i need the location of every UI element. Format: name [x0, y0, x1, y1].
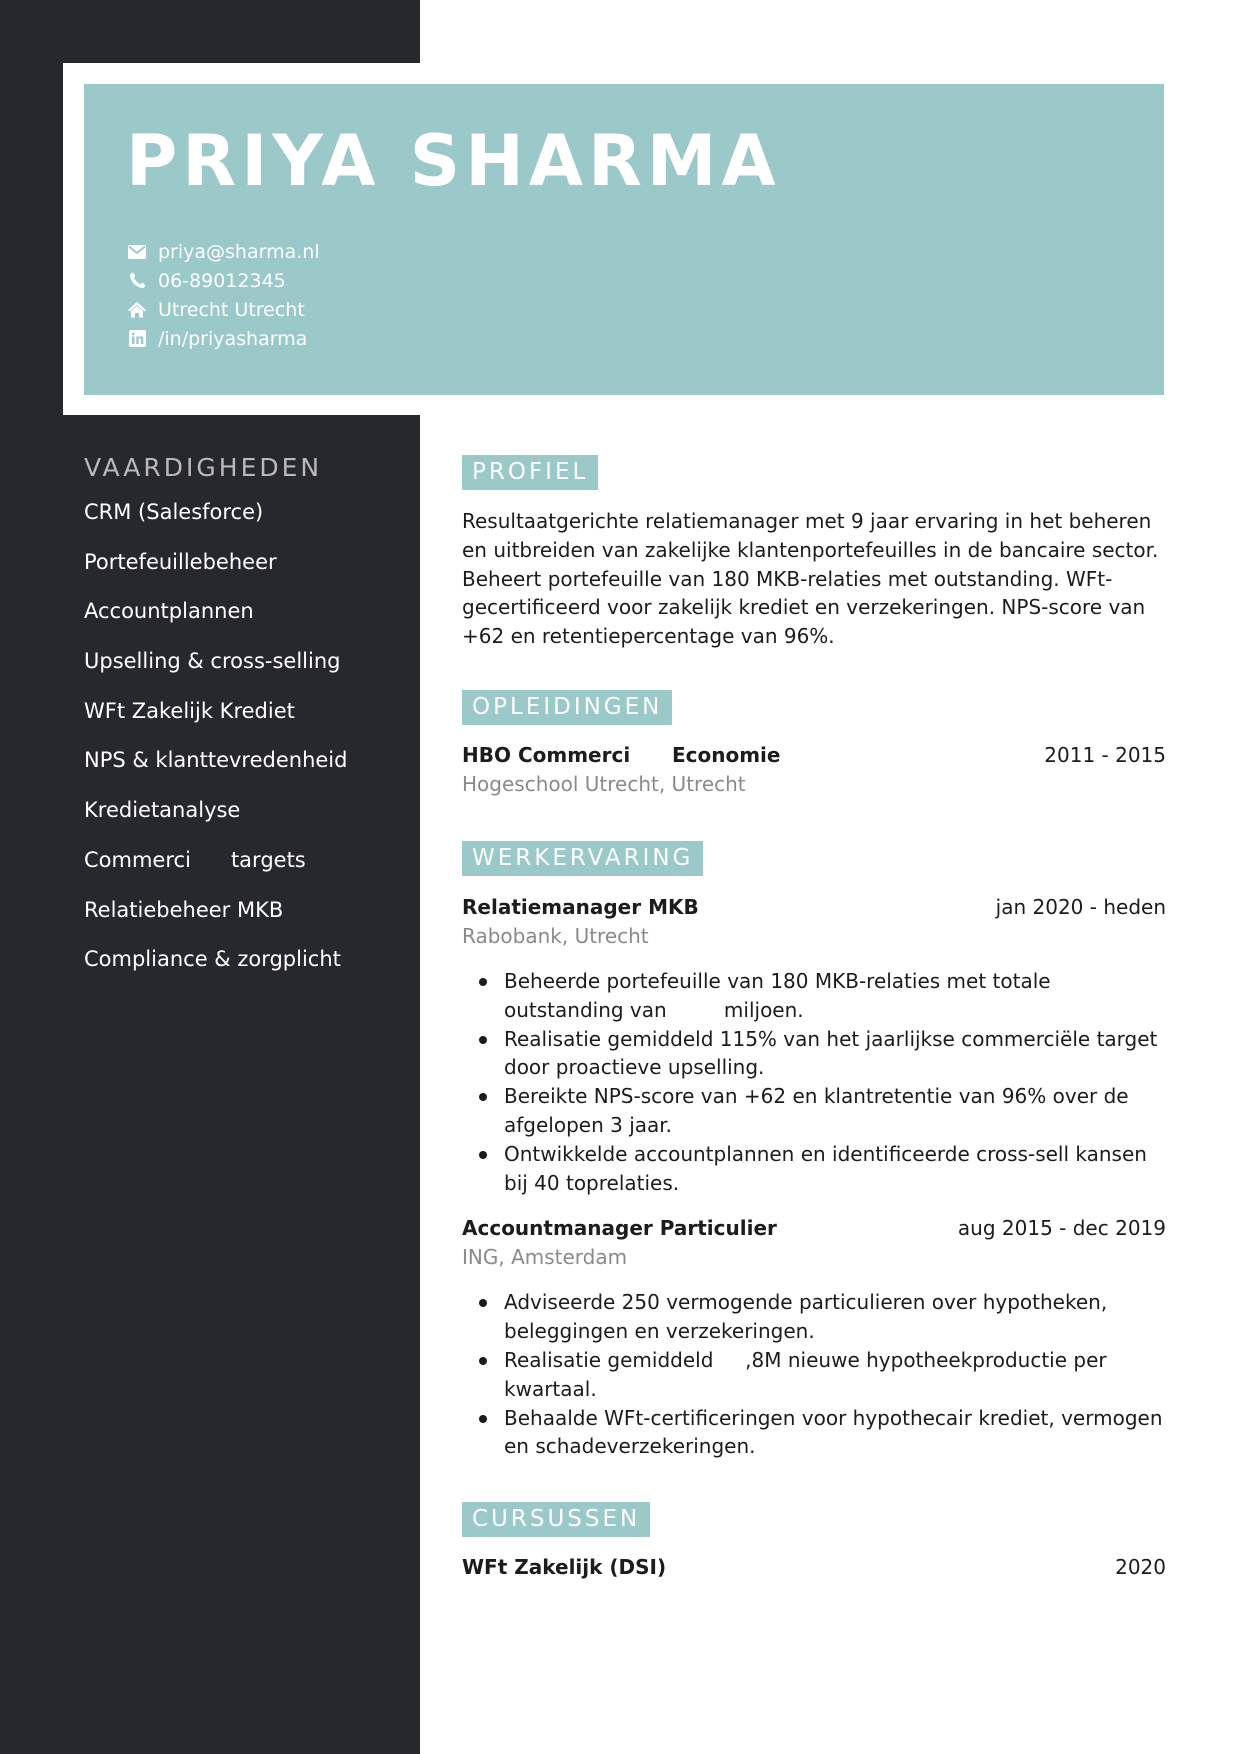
phone-icon [126, 271, 148, 291]
contact-list [126, 237, 320, 353]
contact-address [126, 295, 320, 324]
education-date: 2011 - 2015 [1044, 742, 1166, 767]
education-entry [462, 741, 1166, 799]
education-entry-header [462, 741, 1166, 770]
skills-title: VAARDIGHEDEN [84, 453, 323, 482]
course-entry [462, 1553, 1166, 1582]
skill-item: Commerci targets [84, 847, 306, 872]
contact-phone[interactable] [126, 266, 320, 295]
skill-item: Accountplannen [84, 599, 254, 624]
section-title-education: OPLEIDINGEN [462, 690, 672, 725]
skill-item: Kredietanalyse [84, 798, 241, 823]
work-bullets [462, 967, 1166, 1197]
skill-item: Compliance & zorgplicht [84, 947, 341, 972]
list-item: Beheerde portefeuille van 180 MKB-relaties met totale outstanding van miljoen. [462, 967, 1166, 1025]
work-role: Accountmanager Particulier [462, 1216, 777, 1241]
work-role: Relatiemanager MKB [462, 894, 699, 919]
main-content [462, 455, 1166, 1582]
skills-section [84, 455, 414, 997]
section-title-work: WERKERVARING [462, 841, 703, 876]
section-title-courses: CURSUSSEN [462, 1502, 650, 1537]
list-item: Realisatie gemiddeld ,8M nieuwe hypotheekproductie per kwartaal. [462, 1346, 1166, 1404]
work-section [462, 841, 1166, 1461]
course-name: WFt Zakelijk (DSI) [462, 1555, 667, 1580]
profile-section [462, 455, 1166, 651]
course-date: 2020 [1115, 1555, 1166, 1580]
linkedin-icon [126, 329, 148, 349]
work-company: ING, Amsterdam [462, 1245, 628, 1270]
education-degree: HBO Commerci Economie [462, 742, 781, 767]
section-title-profile: PROFIEL [462, 455, 598, 490]
education-school: Hogeschool Utrecht, Utrecht [462, 771, 746, 796]
profile-text: Resultaatgerichte relatiemanager met 9 jaar ervaring in het beheren en uitbreiden van zakelijke klantenportefeuilles in de bancaire sector. Beheert portefeuille van 180 MKB-relaties met outstanding. WFt-gecertificeerd voor zakelijk krediet en verzekeringen. NPS-score van +62 en retentiepercentage van 96%. [462, 509, 1159, 649]
work-date: aug 2015 - dec 2019 [957, 1216, 1166, 1241]
work-entry [462, 1214, 1166, 1461]
email-text: priya@sharma.nl [158, 240, 320, 263]
skill-item: Relatiebeheer MKB [84, 897, 284, 922]
courses-section [462, 1502, 1166, 1582]
list-item: Behaalde WFt-certificeringen voor hypothecair krediet, vermogen en schadeverzekeringen. [462, 1404, 1166, 1462]
work-company: Rabobank, Utrecht [462, 923, 649, 948]
candidate-name: PRIYA SHARMA [126, 120, 781, 202]
skill-item: Upselling & cross-selling [84, 649, 341, 674]
work-entry-header [462, 893, 1166, 922]
work-entry-header [462, 1214, 1166, 1243]
phone-text: 06-89012345 [158, 269, 286, 292]
work-date: jan 2020 - heden [995, 894, 1166, 919]
list-item: Bereikte NPS-score van +62 en klantretentie van 96% over de afgelopen 3 jaar. [462, 1082, 1166, 1140]
contact-email[interactable] [126, 237, 320, 266]
skill-item: WFt Zakelijk Krediet [84, 698, 295, 723]
list-item: Adviseerde 250 vermogende particulieren over hypotheken, beleggingen en verzekeringen. [462, 1288, 1166, 1346]
work-entry [462, 893, 1166, 1197]
list-item: Realisatie gemiddeld 115% van het jaarlijkse commerciële target door proactieve upselling. [462, 1025, 1166, 1083]
address-text: Utrecht Utrecht [158, 298, 305, 321]
envelope-icon [126, 242, 148, 262]
header [84, 84, 1164, 395]
linkedin-text: /in/priyasharma [158, 327, 308, 350]
contact-linkedin[interactable] [126, 324, 320, 353]
home-icon [126, 300, 148, 320]
list-item: Ontwikkelde accountplannen en identificeerde cross-sell kansen bij 40 toprelaties. [462, 1140, 1166, 1198]
skill-item: CRM (Salesforce) [84, 500, 264, 524]
skill-item: Portefeuillebeheer [84, 549, 277, 574]
course-entry-header [462, 1553, 1166, 1582]
education-section [462, 690, 1166, 799]
work-bullets [462, 1288, 1166, 1461]
skill-item: NPS & klanttevredenheid [84, 748, 348, 773]
